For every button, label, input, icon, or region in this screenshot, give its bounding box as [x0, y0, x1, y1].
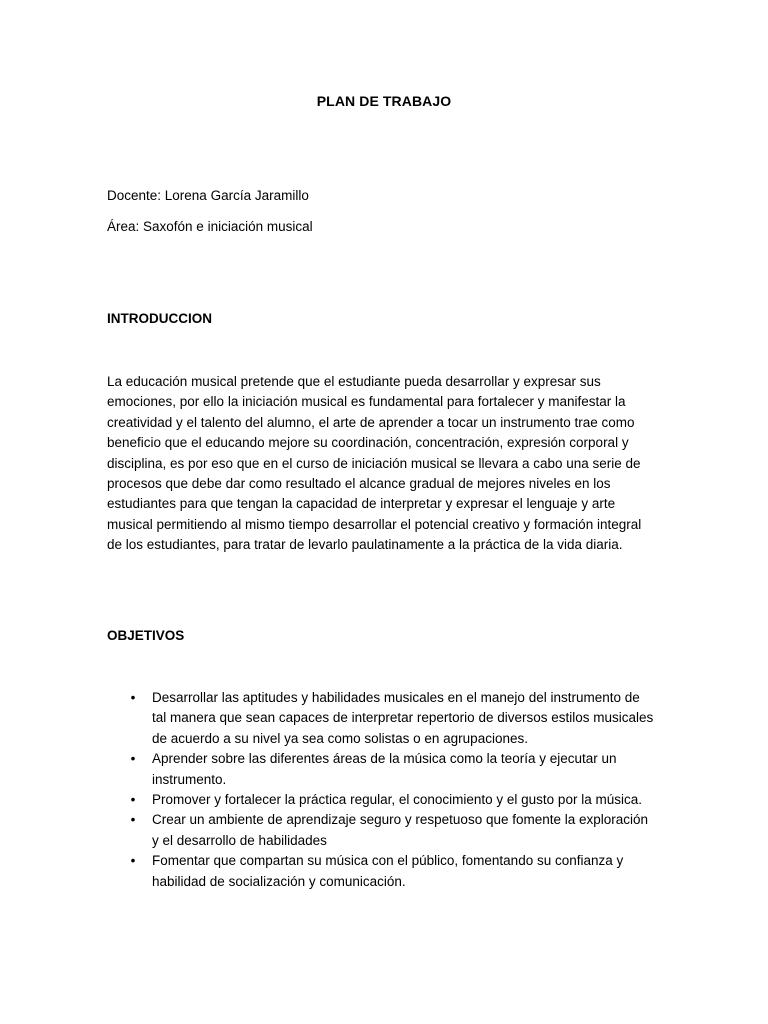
- objetivo-item: [107, 810, 667, 851]
- paragraph-line: La educación musical pretende que el estudiante pueda desarrollar y expresar sus: [107, 374, 601, 389]
- objetivo-line: instrumento.: [152, 771, 227, 787]
- objetivo-item: [107, 688, 667, 749]
- objetivo-line: habilidad de socialización y comunicación.: [152, 873, 406, 889]
- paragraph-line: estudiantes para que tengan la capacidad de interpretar y expresar el lenguaje y arte: [107, 496, 616, 512]
- objetivos-list: [107, 688, 667, 892]
- objetivo-line: de acuerdo a su nivel ya sea como solistas o en agrupaciones.: [152, 730, 528, 746]
- docente-line: Docente: Lorena García Jaramillo: [107, 188, 309, 203]
- bullet-icon: •: [130, 792, 136, 808]
- paragraph-line: disciplina, es por eso que en el curso de iniciación musical se llevara a cabo una serie de: [107, 455, 641, 471]
- bullet-icon: •: [130, 853, 136, 869]
- objetivo-line: Crear un ambiente de aprendizaje seguro y respetuoso que fomente la exploración: [152, 812, 649, 828]
- paragraph-line: de los estudiantes, para tratar de levarlo paulatinamente a la práctica de la vida diaria.: [107, 537, 623, 553]
- document-title: PLAN DE TRABAJO: [316, 93, 452, 109]
- paragraph-line: beneficio que el educando mejore su coordinación, concentración, expresión corporal y: [107, 435, 629, 451]
- objetivos-heading: OBJETIVOS: [107, 628, 185, 643]
- objetivo-line: tal manera que sean capaces de interpretar repertorio de diversos estilos musicales: [152, 710, 654, 726]
- objetivo-line: Aprender sobre las diferentes áreas de la música como la teoría y ejecutar un: [152, 751, 617, 767]
- paragraph-line: emociones, por ello la iniciación musical es fundamental para fortalecer y manifestar la: [107, 394, 626, 410]
- bullet-icon: •: [130, 690, 136, 705]
- paragraph-line: procesos que debe dar como resultado el alcance gradual de mejores niveles en los: [107, 476, 611, 492]
- area-line: Área: Saxofón e iniciación musical: [107, 219, 313, 234]
- objetivo-item: [107, 749, 667, 790]
- bullet-icon: •: [130, 751, 136, 767]
- objetivo-line: Desarrollar las aptitudes y habilidades musicales en el manejo del instrumento de: [152, 690, 640, 705]
- objetivo-item: [107, 790, 667, 810]
- introduccion-paragraph: [107, 372, 667, 556]
- bullet-icon: •: [130, 812, 136, 828]
- objetivo-item: [107, 851, 667, 892]
- objetivo-line: Promover y fortalecer la práctica regular, el conocimiento y el gusto por la música.: [152, 792, 642, 808]
- paragraph-line: musical permitiendo al mismo tiempo desarrollar el potencial creativo y formación integral: [107, 516, 642, 532]
- paragraph-line: creatividad y el talento del alumno, el arte de aprender a tocar un instrumento trae como: [107, 414, 635, 430]
- objetivo-line: y el desarrollo de habilidades: [152, 832, 327, 848]
- introduccion-heading: INTRODUCCION: [107, 311, 212, 326]
- objetivo-line: Fomentar que compartan su música con el público, fomentando su confianza y: [152, 853, 624, 869]
